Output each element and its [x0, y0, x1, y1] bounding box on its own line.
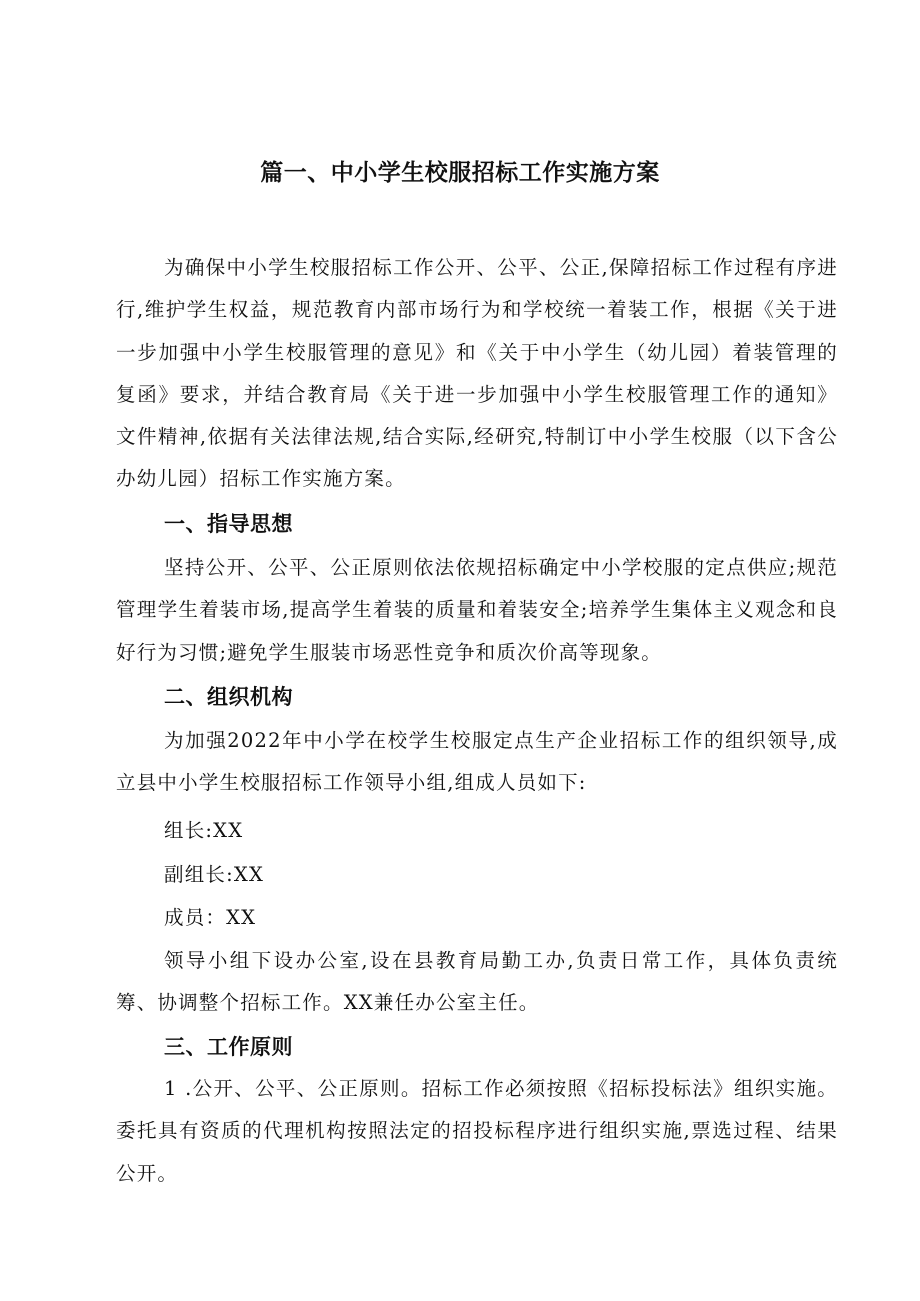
section-heading-organization: 二、组织机构: [164, 685, 293, 709]
group-leader-line: 组长:XX: [164, 819, 244, 842]
section-heading-guiding-ideology: 一、指导思想: [164, 512, 293, 536]
members-line: 成员：XX: [164, 906, 257, 929]
intro-paragraph: 为确保中小学生校服招标工作公开、公平、公正,保障招标工作过程有序进行,维护学生权益，规范教育内部市场行为和学校统一着装工作，根据《关于进一步加强中小学生校服管理的意见》和《关于中小学生（幼儿园）着装管理的复函》要求，并结合教育局《关于进一步加强中小学生校服管理工作的通知》文件精神,依据有关法律法规,结合实际,经研究,特制订中小学生校服（以下含公办幼儿园）招标工作实施方案。: [116, 256, 838, 491]
guiding-ideology-paragraph: 坚持公开、公平、公正原则依法依规招标确定中小学校服的定点供应;规范管理学生着装市场,提高学生着装的质量和着装安全;培养学生集体主义观念和良好行为习惯;避免学生服装市场恶性竞争和质次价高等现象。: [116, 556, 838, 664]
section-heading-work-principles: 三、工作原则: [164, 1035, 293, 1059]
deputy-leader-line: 副组长:XX: [164, 863, 265, 886]
document-title: 篇一、中小学生校服招标工作实施方案: [260, 160, 660, 186]
principle-item-1: 1 .公开、公平、公正原则。招标工作必须按照《招标投标法》组织实施。委托具有资质的代理机构按照法定的招投标程序进行组织实施,票选过程、结果公开。: [116, 1077, 838, 1185]
office-paragraph: 领导小组下设办公室,设在县教育局勤工办,负责日常工作，具体负责统筹、协调整个招标工作。XX兼任办公室主任。: [116, 949, 838, 1015]
organization-paragraph: 为加强2022年中小学在校学生校服定点生产企业招标工作的组织领导,成立县中小学生校服招标工作领导小组,组成人员如下:: [116, 729, 838, 795]
